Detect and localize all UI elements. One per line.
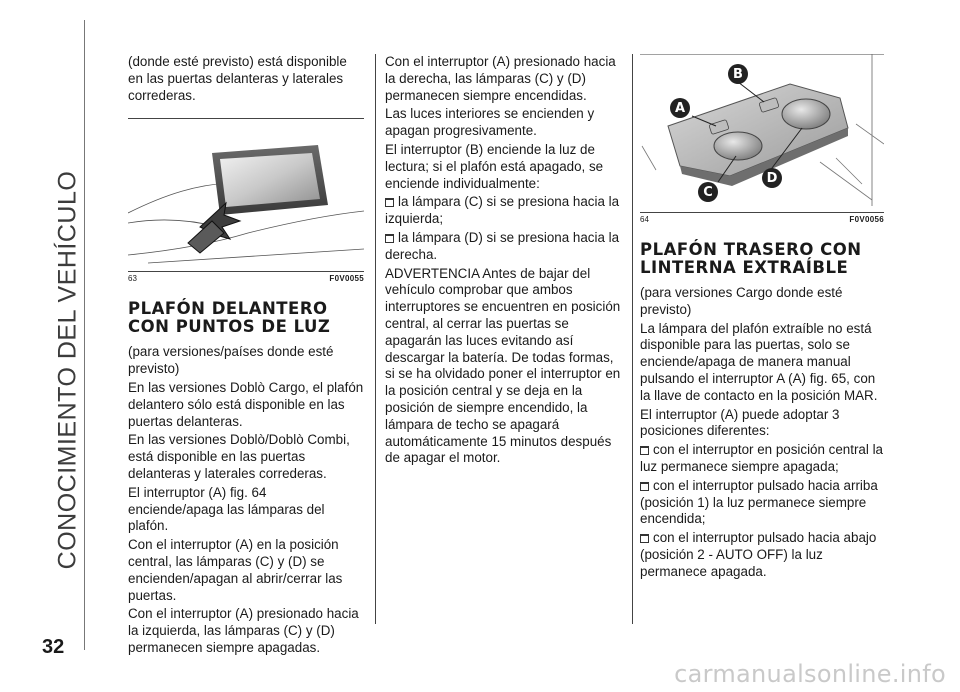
bullet-text: con el interruptor pulsado hacia arriba (posición 1) la luz permanece siempre encendida;	[640, 477, 878, 527]
label-c: C	[703, 185, 713, 200]
paragraph: Con el interruptor (A) presionado hacia la izquierda, las lámparas (C) y (D) permanecen siempre apagadas.	[128, 606, 359, 655]
column-2	[385, 54, 623, 469]
paragraph: Las luces interiores se encienden y apagan progresivamente.	[385, 106, 595, 139]
bullet-item	[385, 230, 623, 264]
paragraph: En las versiones Doblò/Doblò Combi, está disponible en las puertas delanteras y laterales correderas.	[128, 432, 350, 481]
bullet-item	[640, 442, 884, 476]
heading-line: CON PUNTOS DE LUZ	[128, 317, 331, 337]
bullet-item	[385, 194, 623, 228]
warning-paragraph: ADVERTENCIA Antes de bajar del vehículo comprobar que ambos interruptores se encuentren en posición central, al cerrar las puertas se apagarán las luces evitando así descargar la batería. De todas formas, si se ha olvidado poner el interruptor en la posición central y se deja en la posición de siempre encendido, la lámpara de techo se apagará automáticamente 15 minutos después de apagar el motor.	[385, 265, 621, 466]
margin-divider	[84, 20, 85, 650]
bullet-box-icon	[385, 198, 394, 207]
bullet-box-icon	[640, 446, 649, 455]
figure-bottom-rule	[640, 212, 884, 213]
paragraph: La lámpara del plafón extraíble no está disponible para las puertas, solo se enciende/apaga de manera manual pulsando el interruptor A (A) fig. 65, con la llave de contacto en la posición MAR.	[640, 320, 878, 403]
heading-line: PLAFÓN DELANTERO	[128, 299, 328, 319]
bullet-item	[640, 530, 884, 580]
section-title-text: CONOCIMIENTO DEL VEHÍCULO	[53, 170, 82, 570]
figure-number: 64	[640, 215, 649, 224]
paragraph: (para versiones/países donde esté previsto)	[128, 344, 334, 377]
bullet-text: con el interruptor pulsado hacia abajo (posición 2 - AUTO OFF) la luz permanece apagada.	[640, 530, 877, 579]
section-heading	[128, 300, 364, 336]
figure-63	[128, 123, 364, 284]
column-divider-1	[375, 54, 376, 624]
figure-caption	[640, 215, 884, 225]
paragraph: (para versiones Cargo donde esté previsto)	[640, 285, 843, 317]
figure-top-rule	[128, 118, 364, 119]
front-dome-light-illustration	[128, 123, 364, 271]
label-b: B	[733, 67, 743, 82]
watermark-url[interactable]: carmanualsonline.info	[674, 660, 946, 688]
heading-line: LINTERNA EXTRAÍBLE	[640, 258, 849, 277]
column-3	[640, 54, 884, 583]
bullet-box-icon	[640, 482, 649, 491]
figure-bottom-rule	[128, 271, 364, 272]
figure-number: 63	[128, 274, 137, 284]
column-1	[128, 54, 364, 659]
paragraph: El interruptor (B) enciende la luz de lectura; si el plafón está apagado, se enciende individualmente:	[385, 141, 604, 191]
bullet-box-icon	[640, 534, 649, 543]
label-d: D	[766, 171, 778, 186]
heading-line: PLAFÓN TRASERO CON	[640, 240, 862, 259]
bullet-text: la lámpara (C) si se presiona hacia la izquierda;	[385, 194, 620, 227]
paragraph: El interruptor (A) puede adoptar 3 posiciones diferentes:	[640, 406, 840, 439]
bullet-box-icon	[385, 234, 394, 243]
paragraph: Con el interruptor (A) en la posición central, las lámparas (C) y (D) se encienden/apagan al abrir/cerrar las puertas.	[128, 537, 343, 603]
section-heading	[640, 241, 884, 277]
bullet-text: con el interruptor en posición central la luz permanece siempre apagada;	[640, 442, 884, 474]
figure-code: F0V0055	[329, 274, 364, 284]
paragraph: En las versiones Doblò Cargo, el plafón delantero sólo está disponible en las puertas delanteras.	[128, 379, 364, 429]
bullet-item	[640, 478, 884, 528]
figure-64	[640, 54, 884, 225]
page-number: 32	[42, 636, 65, 658]
bullet-text: la lámpara (D) si se presiona hacia la derecha.	[385, 229, 620, 262]
figure-code: F0V0056	[849, 215, 884, 224]
intro-paragraph: (donde esté previsto) está disponible en las puertas delanteras y laterales correderas.	[128, 54, 347, 103]
column-divider-2	[632, 54, 633, 624]
figure-caption	[128, 274, 364, 284]
rear-dome-light-illustration	[640, 54, 884, 212]
paragraph: El interruptor (A) fig. 64 enciende/apaga las lámparas del plafón.	[128, 484, 325, 534]
label-a: A	[674, 101, 686, 116]
paragraph: Con el interruptor (A) presionado hacia la derecha, las lámparas (C) y (D) permanecen siempre encendidas.	[385, 54, 616, 103]
